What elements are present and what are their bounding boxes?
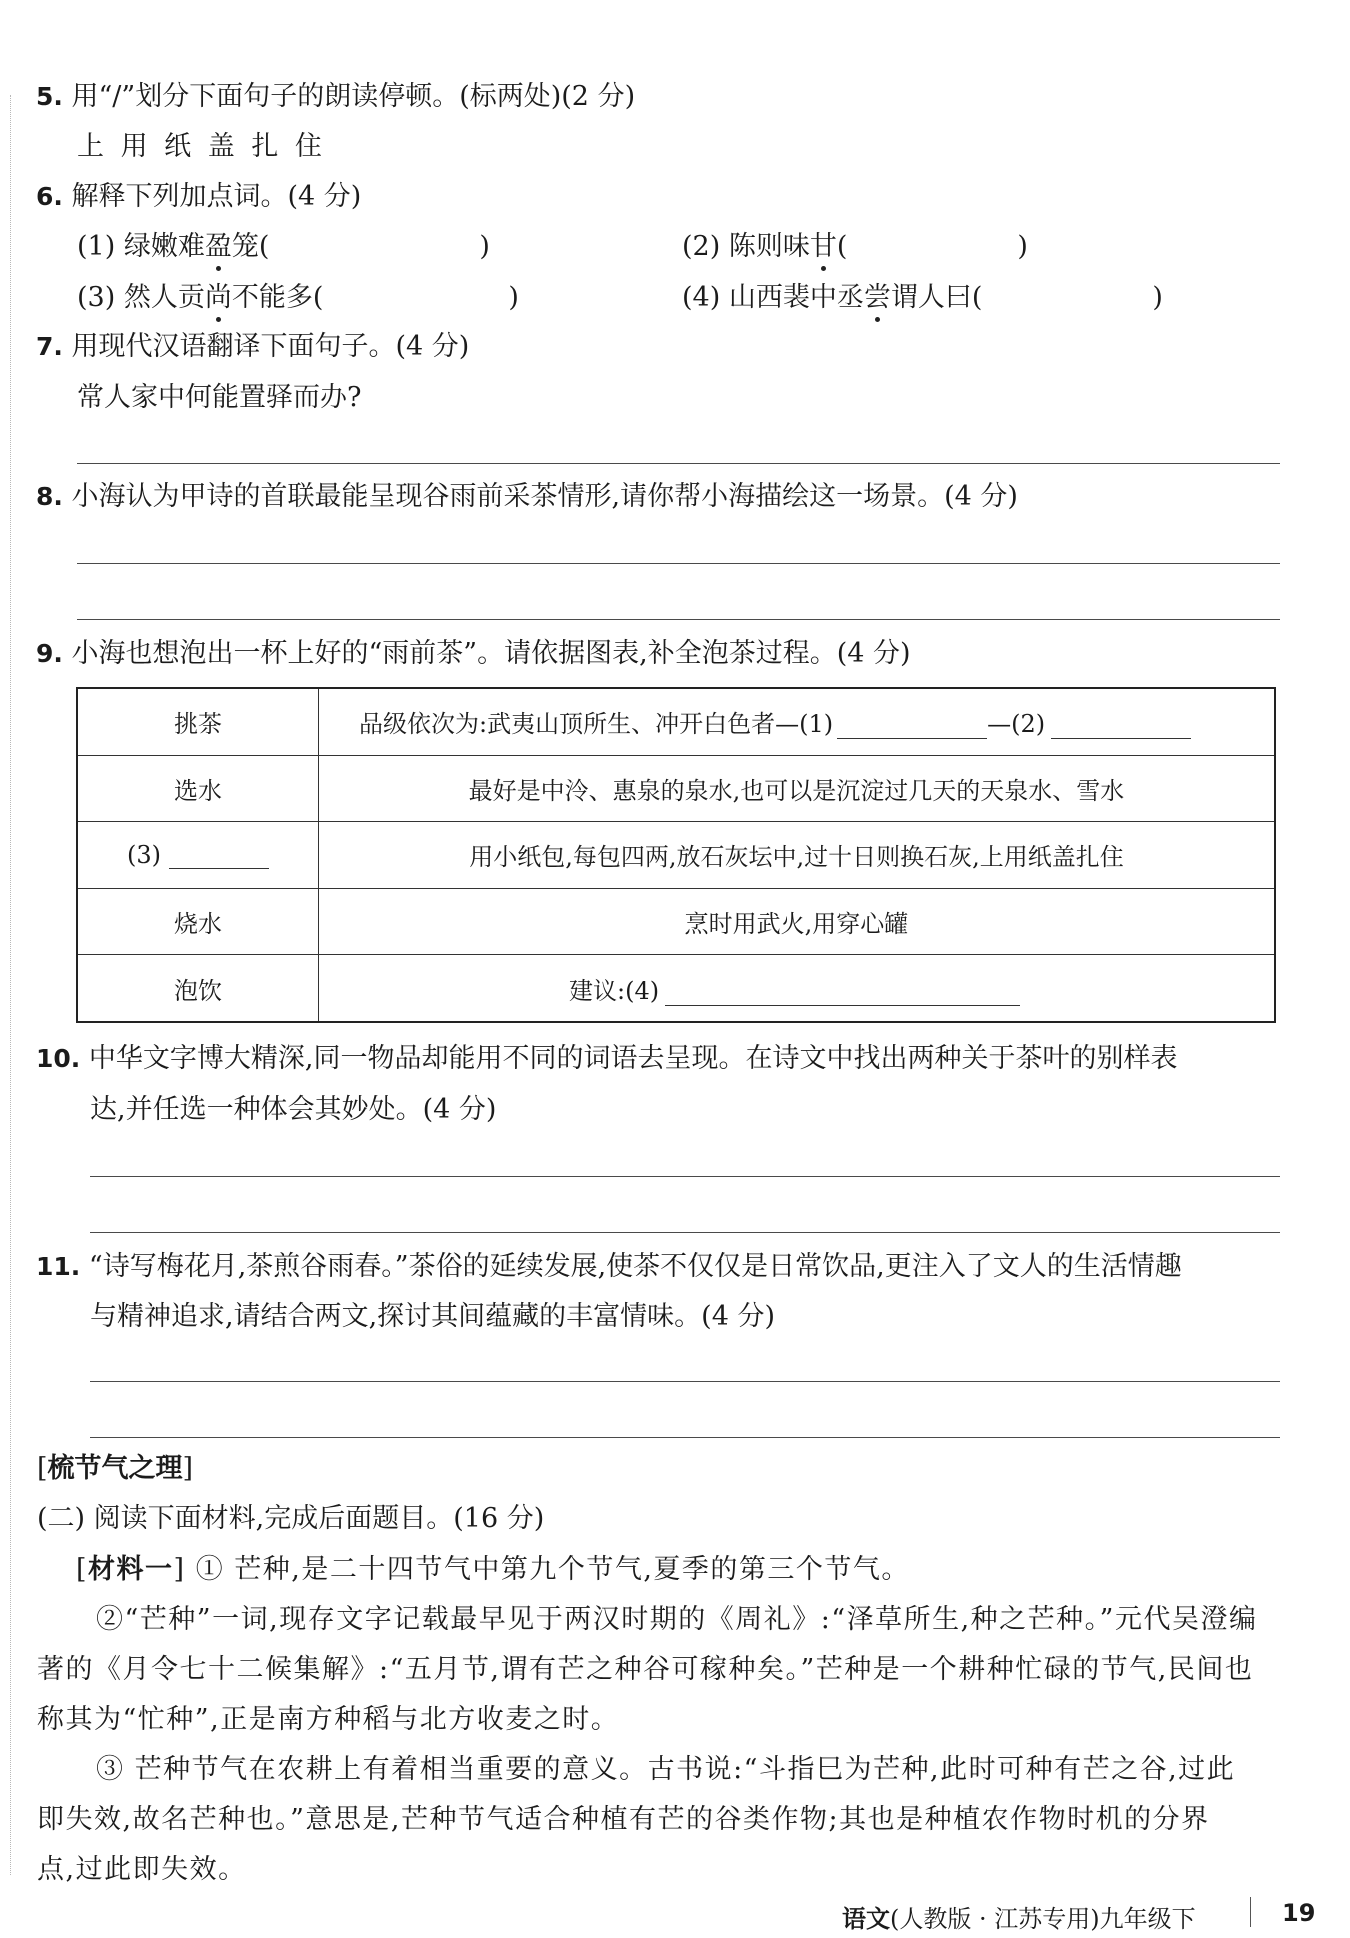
item-text: (1) 绿嫩难 [77, 231, 205, 262]
answer-line[interactable] [90, 1437, 1280, 1438]
question-7 [36, 330, 469, 364]
close-paren: ) [1017, 231, 1028, 262]
desc-cell: 烹时用武火,用穿心罐 [319, 888, 1276, 954]
question-prompt: 用现代汉语翻译下面句子。(4 分) [71, 331, 470, 362]
close-paren: ) [508, 282, 519, 313]
question-prompt: 中华文字博大精深,同一物品却能用不同的词语去呈现。在诗文中找出两种关于茶叶的别样表 [88, 1043, 1178, 1074]
question-number: 6. [36, 182, 63, 211]
question-number: 9. [36, 639, 63, 668]
footer-divider [1250, 1897, 1251, 1927]
tea-process-table [76, 687, 1276, 1023]
binding-margin-line [10, 95, 11, 1875]
close-paren: ) [1152, 282, 1163, 313]
q5-sentence: 上 用 纸 盖 扎 住 [77, 131, 326, 162]
footer-subject: 语文 [842, 1905, 890, 1933]
q6-item-2 [682, 230, 1028, 264]
item-text: (2) 陈则味 [682, 231, 810, 262]
desc-cell: 用小纸包,每包四两,放石灰坛中,过十日则换石灰,上用纸盖扎住 [319, 822, 1276, 888]
section-heading [37, 1452, 193, 1486]
q6-item-1 [77, 230, 490, 264]
answer-line[interactable] [77, 619, 1280, 620]
answer-line[interactable] [90, 1232, 1280, 1233]
footer-book-title [842, 1899, 1196, 1934]
answer-line[interactable] [90, 1176, 1280, 1177]
material-para-2-line-1: ②“芒种”一词,现存文字记载最早见于两汉时期的《周礼》:“泽草所生,种之芒种。”元代吴澄编 [96, 1604, 1258, 1635]
question-10 [36, 1042, 1177, 1076]
bracket-open: [ [37, 1453, 48, 1484]
table-row [77, 955, 1275, 1022]
material-para-2-line-3: 称其为“忙种”,正是南方种稻与北方收麦之时。 [37, 1704, 620, 1735]
answer-blank-2[interactable] [1051, 712, 1191, 739]
dotted-char: 甘 [809, 231, 837, 262]
step-cell: 烧水 [77, 888, 319, 954]
answer-blank-4[interactable] [665, 979, 1020, 1006]
question-8 [36, 480, 1018, 514]
answer-line[interactable] [77, 463, 1280, 464]
bracket-close: ] [182, 1453, 194, 1484]
material-para-1 [76, 1553, 910, 1587]
item-text: ( [836, 231, 848, 262]
bracket-close: ] [173, 1554, 186, 1585]
section-title: 梳节气之理 [47, 1453, 183, 1484]
question-number: 11. [36, 1252, 81, 1281]
question-number: 5. [36, 82, 63, 111]
section-instruction: (二) 阅读下面材料,完成后面题目。(16 分) [37, 1503, 545, 1534]
question-prompt: 用“/”划分下面句子的朗读停顿。(标两处)(2 分) [71, 81, 636, 112]
item-text: 谓人曰( [890, 282, 983, 313]
q6-item-4 [682, 281, 1163, 315]
question-6 [36, 180, 361, 214]
answer-line[interactable] [77, 563, 1280, 564]
question-9 [36, 637, 911, 671]
step-cell: 挑茶 [77, 688, 319, 755]
desc-text: 建议:(4) [569, 976, 660, 1005]
question-prompt: 小海也想泡出一杯上好的“雨前茶”。请依据图表,补全泡茶过程。(4 分) [71, 638, 911, 669]
step-cell: 选水 [77, 755, 319, 821]
step-cell [77, 822, 319, 888]
item-text: 不能多( [231, 282, 324, 313]
material-para-2-line-2: 著的《月令七十二候集解》:“五月节,谓有芒之种谷可稼种矣。”芒种是一个耕种忙碌的节气,民间也 [37, 1654, 1254, 1685]
dotted-char: 盈 [204, 231, 232, 262]
desc-text: 品级依次为:武夷山顶所生、冲开白色者—(1) [359, 710, 834, 739]
desc-cell: 最好是中泠、惠泉的泉水,也可以是沉淀过几天的天泉水、雪水 [319, 755, 1276, 821]
table-row [77, 822, 1275, 888]
step-cell: 泡饮 [77, 955, 319, 1022]
step-label: (3) [127, 840, 161, 869]
q6-item-3 [77, 281, 519, 315]
item-text: (4) 山西裴中丞 [682, 282, 864, 313]
question-prompt: 解释下列加点词。(4 分) [71, 181, 362, 212]
answer-blank-3[interactable] [169, 842, 269, 869]
question-5 [36, 80, 635, 114]
answer-blank-1[interactable] [837, 712, 987, 739]
question-10-line2: 达,并任选一种体会其妙处。(4 分) [90, 1094, 497, 1125]
question-11 [36, 1250, 1182, 1284]
question-number: 8. [36, 482, 63, 511]
answer-line[interactable] [90, 1381, 1280, 1382]
table-row [77, 755, 1275, 821]
material-label: 材料一 [88, 1554, 174, 1585]
item-text: (3) 然人贡 [77, 282, 205, 313]
dotted-char: 尝 [863, 282, 891, 313]
question-11-line2: 与精神追求,请结合两文,探讨其间蕴藏的丰富情味。(4 分) [90, 1301, 775, 1332]
material-para-3-line-1: ③ 芒种节气在农耕上有着相当重要的意义。古书说:“斗指巳为芒种,此时可种有芒之谷,过此 [96, 1754, 1236, 1785]
desc-cell [319, 688, 1276, 755]
material-para-3-line-2: 即失效,故名芒种也。”意思是,芒种节气适合种植有芒的谷类作物;其也是种植农作物时机的分界 [37, 1804, 1210, 1835]
close-paren: ) [479, 231, 490, 262]
page-number: 19 [1282, 1899, 1316, 1927]
material-para-3-line-3: 点,过此即失效。 [37, 1854, 247, 1885]
dotted-char: 尚 [204, 282, 232, 313]
table-row [77, 888, 1275, 954]
question-prompt: 小海认为甲诗的首联最能呈现谷雨前采茶情形,请你帮小海描绘这一场景。(4 分) [71, 481, 1018, 512]
question-prompt: “诗写梅花月,茶煎谷雨春。”茶俗的延续发展,使茶不仅仅是日常饮品,更注入了文人的生活情趣 [88, 1251, 1182, 1282]
item-text: 笼( [231, 231, 270, 262]
desc-cell [319, 955, 1276, 1022]
table-row [77, 688, 1275, 755]
footer-edition: (人教版 · 江苏专用)九年级下 [890, 1905, 1196, 1933]
paragraph-text: ① 芒种,是二十四节气中第九个节气,夏季的第三个节气。 [195, 1554, 910, 1585]
bracket-open: [ [76, 1554, 89, 1585]
desc-text: —(2) [987, 710, 1046, 739]
q7-sentence: 常人家中何能置驿而办? [77, 382, 362, 413]
question-number: 7. [36, 332, 63, 361]
question-number: 10. [36, 1044, 81, 1073]
